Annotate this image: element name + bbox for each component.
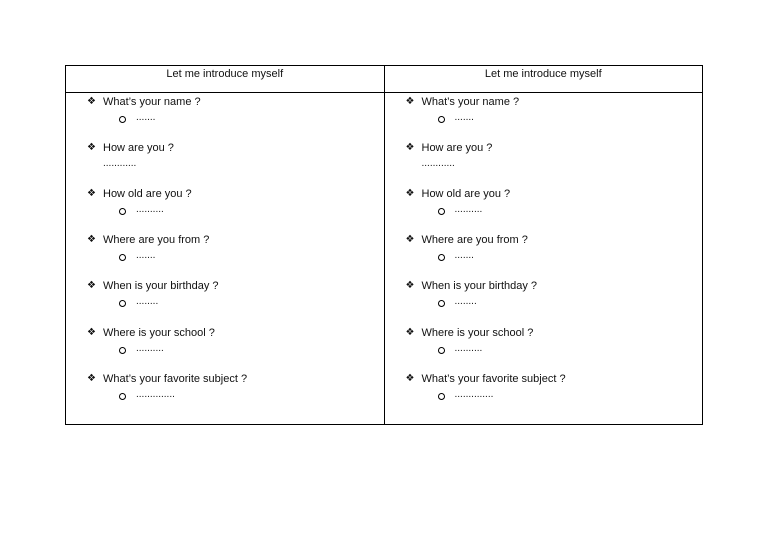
circle-bullet-icon [119, 254, 126, 261]
circle-bullet-icon [119, 393, 126, 400]
question-item [66, 325, 384, 358]
question-text: How are you ? [103, 142, 174, 154]
answer-blank: ........ [454, 296, 477, 307]
answer-blank: ....... [454, 112, 474, 123]
answer-blank: ....... [136, 250, 156, 261]
diamond-bullet-icon: ❖ [405, 280, 415, 291]
question-text: How old are you ? [421, 188, 511, 200]
circle-bullet-icon [119, 300, 126, 307]
diamond-bullet-icon: ❖ [87, 373, 96, 384]
question-item [385, 140, 703, 173]
question-item [66, 278, 384, 311]
answer-blank: ............ [421, 158, 455, 169]
diamond-bullet-icon: ❖ [405, 327, 415, 338]
circle-bullet-icon [438, 116, 445, 123]
circle-bullet-icon [438, 393, 445, 400]
question-item [66, 371, 384, 404]
question-text: When is your birthday ? [103, 280, 219, 292]
circle-bullet-icon [438, 208, 445, 215]
circle-bullet-icon [438, 254, 445, 261]
diamond-bullet-icon: ❖ [87, 142, 96, 153]
question-item [385, 325, 703, 358]
question-text: Where is your school ? [103, 327, 215, 339]
diamond-bullet-icon: ❖ [405, 96, 415, 107]
question-item [385, 371, 703, 404]
column-header: Let me introduce myself [66, 66, 384, 93]
circle-bullet-icon [119, 208, 126, 215]
question-text: What’s your favorite subject ? [421, 373, 566, 385]
answer-blank: .......... [454, 343, 483, 354]
question-item [66, 94, 384, 127]
question-text: What’s your name ? [103, 96, 201, 108]
answer-blank: ....... [136, 112, 156, 123]
circle-bullet-icon [438, 347, 445, 354]
column-header: Let me introduce myself [385, 66, 703, 93]
circle-bullet-icon [438, 300, 445, 307]
diamond-bullet-icon: ❖ [405, 373, 415, 384]
answer-blank: ....... [454, 250, 474, 261]
diamond-bullet-icon: ❖ [87, 188, 96, 199]
question-item [66, 186, 384, 219]
question-item [385, 278, 703, 311]
diamond-bullet-icon: ❖ [405, 234, 415, 245]
worksheet-column-right [384, 66, 703, 424]
diamond-bullet-icon: ❖ [405, 188, 415, 199]
question-text: How old are you ? [103, 188, 192, 200]
answer-blank: .......... [454, 204, 483, 215]
question-text: Where are you from ? [421, 234, 528, 246]
answer-blank: .......... [136, 204, 164, 215]
question-item [66, 232, 384, 265]
question-text: How are you ? [421, 142, 493, 154]
introduction-worksheet [65, 65, 703, 425]
answer-blank: .............. [136, 389, 175, 400]
question-item [385, 186, 703, 219]
question-text: When is your birthday ? [421, 280, 538, 292]
diamond-bullet-icon: ❖ [87, 280, 96, 291]
diamond-bullet-icon: ❖ [87, 96, 96, 107]
question-item [385, 232, 703, 265]
question-item [385, 94, 703, 127]
diamond-bullet-icon: ❖ [87, 327, 96, 338]
answer-blank: ........ [136, 296, 159, 307]
question-text: What’s your name ? [421, 96, 520, 108]
question-item [66, 140, 384, 173]
answer-blank: .......... [136, 343, 164, 354]
answer-blank: .............. [454, 389, 494, 400]
worksheet-column-left [66, 66, 384, 424]
diamond-bullet-icon: ❖ [405, 142, 415, 153]
question-text: Where are you from ? [103, 234, 210, 246]
answer-blank: ............ [103, 158, 137, 169]
question-text: What’s your favorite subject ? [103, 373, 248, 385]
diamond-bullet-icon: ❖ [87, 234, 96, 245]
question-text: Where is your school ? [421, 327, 534, 339]
circle-bullet-icon [119, 116, 126, 123]
circle-bullet-icon [119, 347, 126, 354]
